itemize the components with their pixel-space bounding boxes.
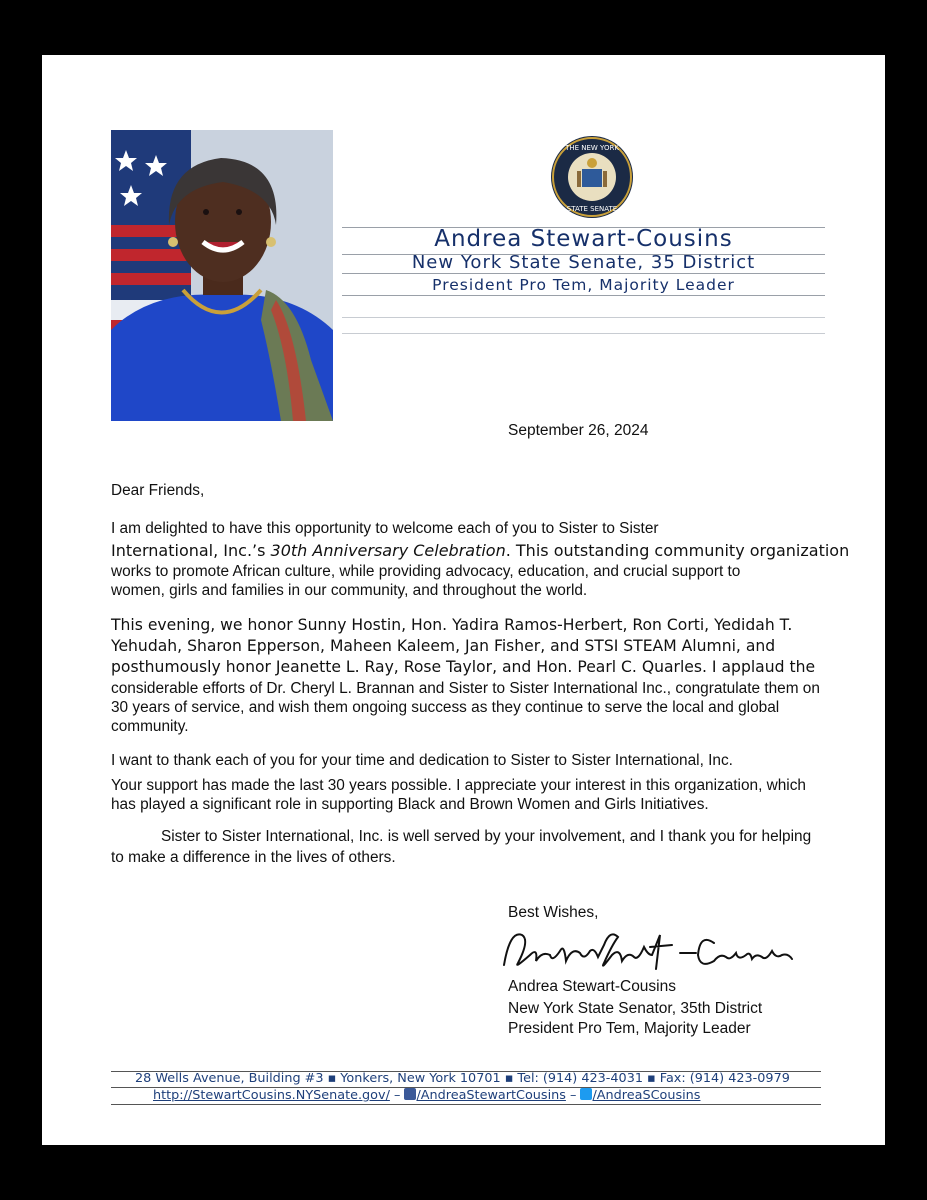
paragraph-3: I want to thank each of you for your time and dedication to Sister to Sister International, Inc. [111,752,733,769]
paragraph-1-line-2 [111,541,851,560]
svg-text:STATE SENATE: STATE SENATE [566,205,618,213]
closing-name: Andrea Stewart-Cousins [508,978,676,995]
facebook-link[interactable]: /AndreaStewartCousins [416,1088,566,1103]
paragraph-4: Your support has made the last 30 years possible. I appreciate your interest in this organization, which has played a significant role in supporting Black and Brown Women and Girls Initiatives. [111,777,806,813]
website-link[interactable]: http://StewartCousins.NYSenate.gov/ [153,1088,390,1103]
closing-wishes: Best Wishes, [508,904,599,921]
senator-portrait [111,130,333,421]
twitter-link[interactable]: /AndreaSCousins [592,1088,701,1103]
handwritten-signature [500,925,800,977]
p1-line2-pre: International, Inc.’s [111,541,271,560]
p1-line2-post: . This outstanding community organization [505,541,850,560]
footer-sep: – [389,1088,405,1103]
paragraph-2-rest: considerable efforts of Dr. Cheryl L. Brannan and Sister to Sister International Inc., congratulate them on 30 years of service, and wish them ongoing success as they continue to serve the local and global community. [111,680,820,735]
twitter-icon [580,1088,592,1100]
paragraph-1-rest: works to promote African culture, while providing advocacy, education, and crucial support to women, girls and families in our community, and throughout the world. [111,563,741,599]
closing-role: President Pro Tem, Majority Leader [508,1020,751,1037]
header-role: President Pro Tem, Majority Leader [432,276,735,294]
footer-rule [111,1104,821,1105]
header-name: Andrea Stewart-Cousins [434,226,733,252]
paragraph-5: Sister to Sister International, Inc. is well served by your involvement, and I thank you for helping to make a difference in the lives of others. [111,828,812,866]
header-district: New York State Senate, 35 District [411,252,756,273]
header-rule [342,295,825,296]
footer-links [153,1088,700,1103]
footer-sep: – [565,1088,581,1103]
header-rule [342,317,825,318]
facebook-icon [404,1088,416,1100]
salutation: Dear Friends, [111,482,205,499]
header-rule [342,333,825,334]
header-rule [342,273,825,274]
footer-address: 28 Wells Avenue, Building #3 ▪ Yonkers, New York 10701 ▪ Tel: (914) 423-4031 ▪ Fax: (914) 423-0979 [135,1071,790,1086]
senate-seal [550,135,634,219]
closing-title: New York State Senator, 35th District [508,1000,763,1017]
letter-date: September 26, 2024 [508,422,649,439]
p1-line2-italic: 30th Anniversary Celebration [270,541,506,560]
letter-page [42,55,885,1145]
paragraph-1-line-1: I am delighted to have this opportunity to welcome each of you to Sister to Sister [111,520,659,537]
paragraph-2-honorees: This evening, we honor Sunny Hostin, Hon. Yadira Ramos-Herbert, Ron Corti, Yedidah T. Yehudah, Sharon Epperson, Maheen Kaleem, Jan Fisher, and STSI STEAM Alumni, and posthumously honor Jeanette L. Ray, Rose Taylor, and Hon. Pearl C. Quarles. I applaud the [111,616,816,676]
svg-text:THE NEW YORK: THE NEW YORK [565,144,619,152]
